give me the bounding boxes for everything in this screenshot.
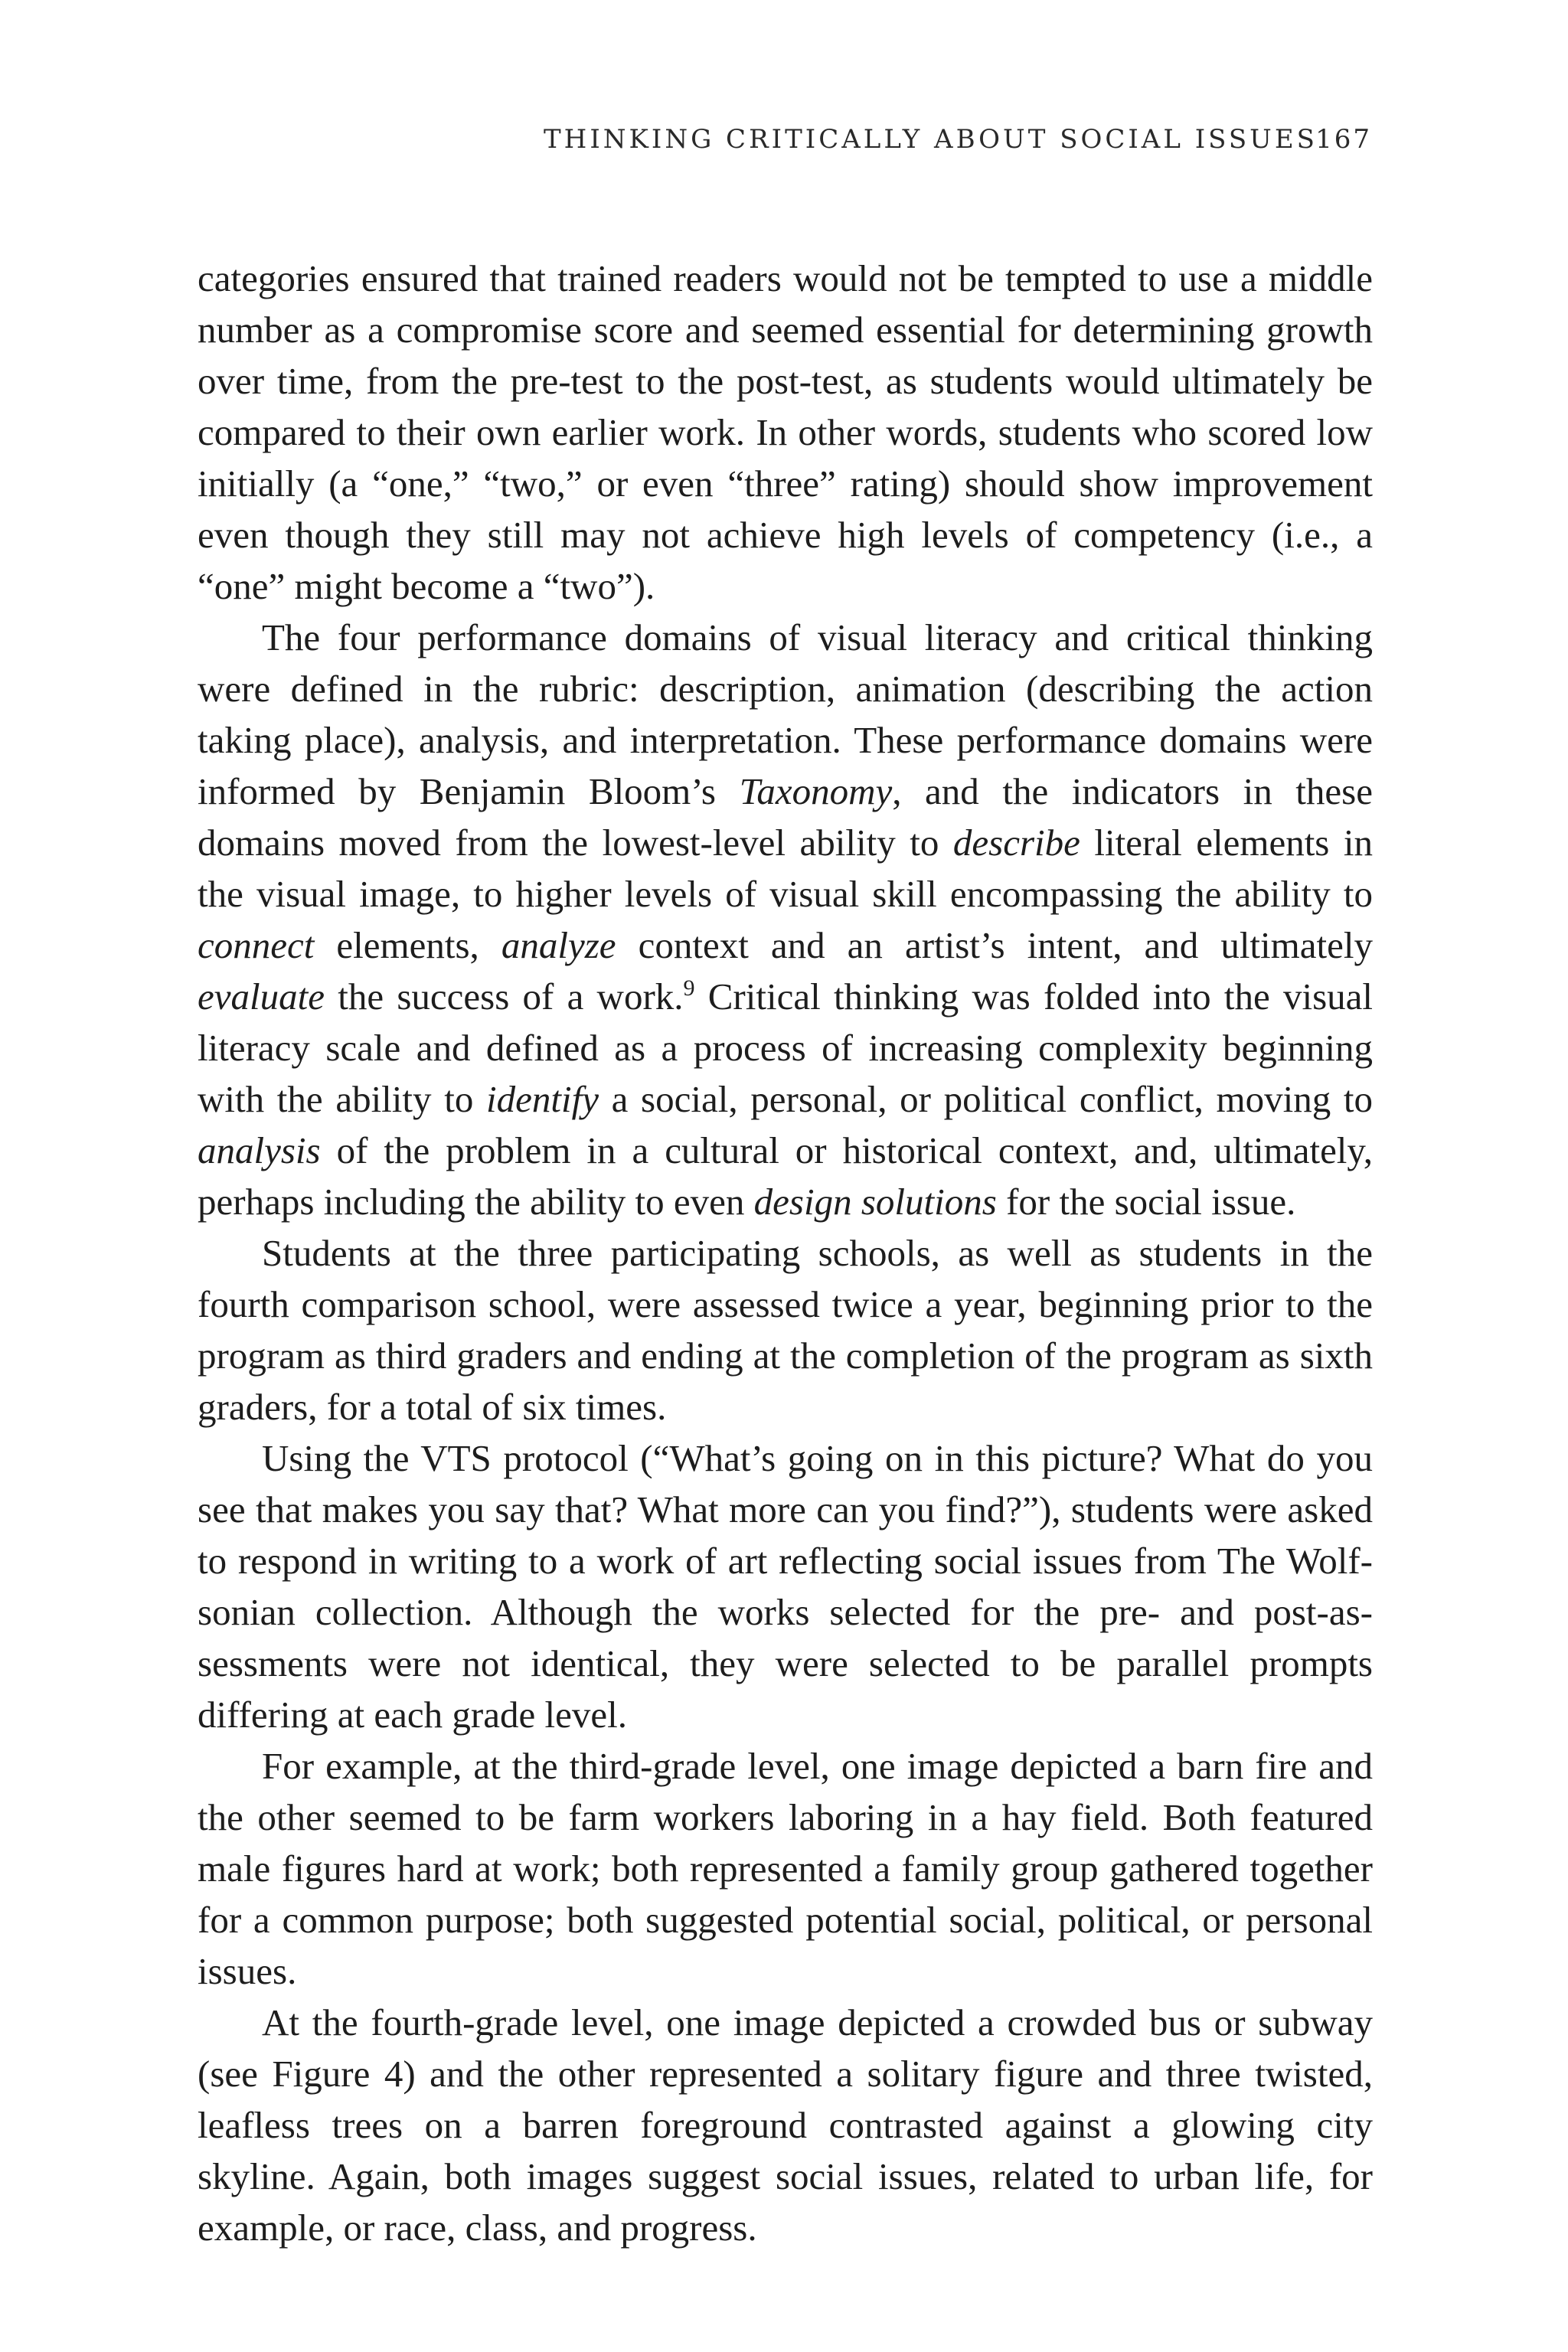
footnote-reference[interactable]: 9 [683,975,695,1001]
italic-term-analysis: analysis [198,1129,321,1171]
text-run: , and the indicators in these domains moved from the lowest-level ability to [198,770,1373,864]
paragraph-2 [198,612,1373,1227]
text-run: context and an artist’s intent, and ultimately [616,924,1373,966]
page-number: 167 [1315,124,1372,155]
text-run: Critical thinking was folded into the visual literacy scale and defined as a process of increasing complexity beginning with the ability to [198,975,1373,1120]
body-text [198,253,1373,2253]
text-run: of the problem in a cultural or historical context, and, ultimately, perhaps including the ability to even [198,1129,1373,1223]
italic-term-analyze: analyze [501,924,616,966]
running-header [536,124,1384,162]
text-run: the success of a work. [324,975,684,1018]
text-run: literal elements in the visual image, to higher levels of visual skill encompassing the ability to [198,822,1374,915]
paragraph-5: For example, at the third-grade level, one image depicted a barn fire and the other seemed to be farm workers laboring in a hay field. Both featured male figures hard at work; both represented a family group gathered together for a common purpose; both suggested potential social, political, or personal issues. [198,1745,1373,1992]
paragraph-1: categories ensured that trained readers would not be tempted to use a middle number as a compromise score and seemed essential for determining growth over time, from the pre-test to the post-test, as students would ultimately be compared to their own earlier work. In other words, students who scored low initially (a “one,” “two,” or even “three” rating) should show improvement even though they still may not achieve high levels of competency (i.e., a “one” might become a “two”). [198,257,1373,607]
running-title: THINKING CRITICALLY ABOUT SOCIAL ISSUES [544,124,1318,155]
text-run: for the social issue. [996,1181,1296,1223]
paragraph-6: At the fourth-grade level, one image depicted a crowded bus or subway (see Figure 4) and the other represented a solitary figure and three twisted, leafless trees on a barren foreground contrasted against a glowing city skyline. Again, both images suggest social issues, related to urban life, for example, or race, class, and progress. [198,2001,1373,2249]
italic-term-identify: identify [486,1078,599,1120]
paragraph-4: Using the VTS protocol (“What’s going on in this picture? What do you see that makes you say that? What more can you find?”), students were asked to respond in writing to a work of art reflecting social issues from The Wolfsonian collection. Although the works selected for the pre- and post-assessments were not identical, they were selected to be parallel prompts differing at each grade level. [198,1437,1373,1736]
italic-term-connect: connect [198,924,315,966]
italic-term-describe: describe [952,822,1080,864]
italic-term-design-solutions: design solutions [753,1181,997,1223]
italic-term-evaluate: evaluate [198,975,325,1018]
italic-term-taxonomy: Taxonomy [739,770,893,812]
text-run: The four performance domains of visual literacy and critical thinking were defined in the rubric: description, animation (describing the action taking place), analysis, and interpretation. These performance domains were informed by Benjamin Bloom’s [198,616,1373,812]
text-run: elements, [314,924,501,966]
text-run: a social, personal, or political conflict, moving to [598,1078,1374,1120]
paragraph-3: Students at the three participating schools, as well as students in the fourth comparison school, were assessed twice a year, beginning prior to the program as third graders and ending at the completion of the program as sixth graders, for a total of six times. [198,1232,1373,1428]
